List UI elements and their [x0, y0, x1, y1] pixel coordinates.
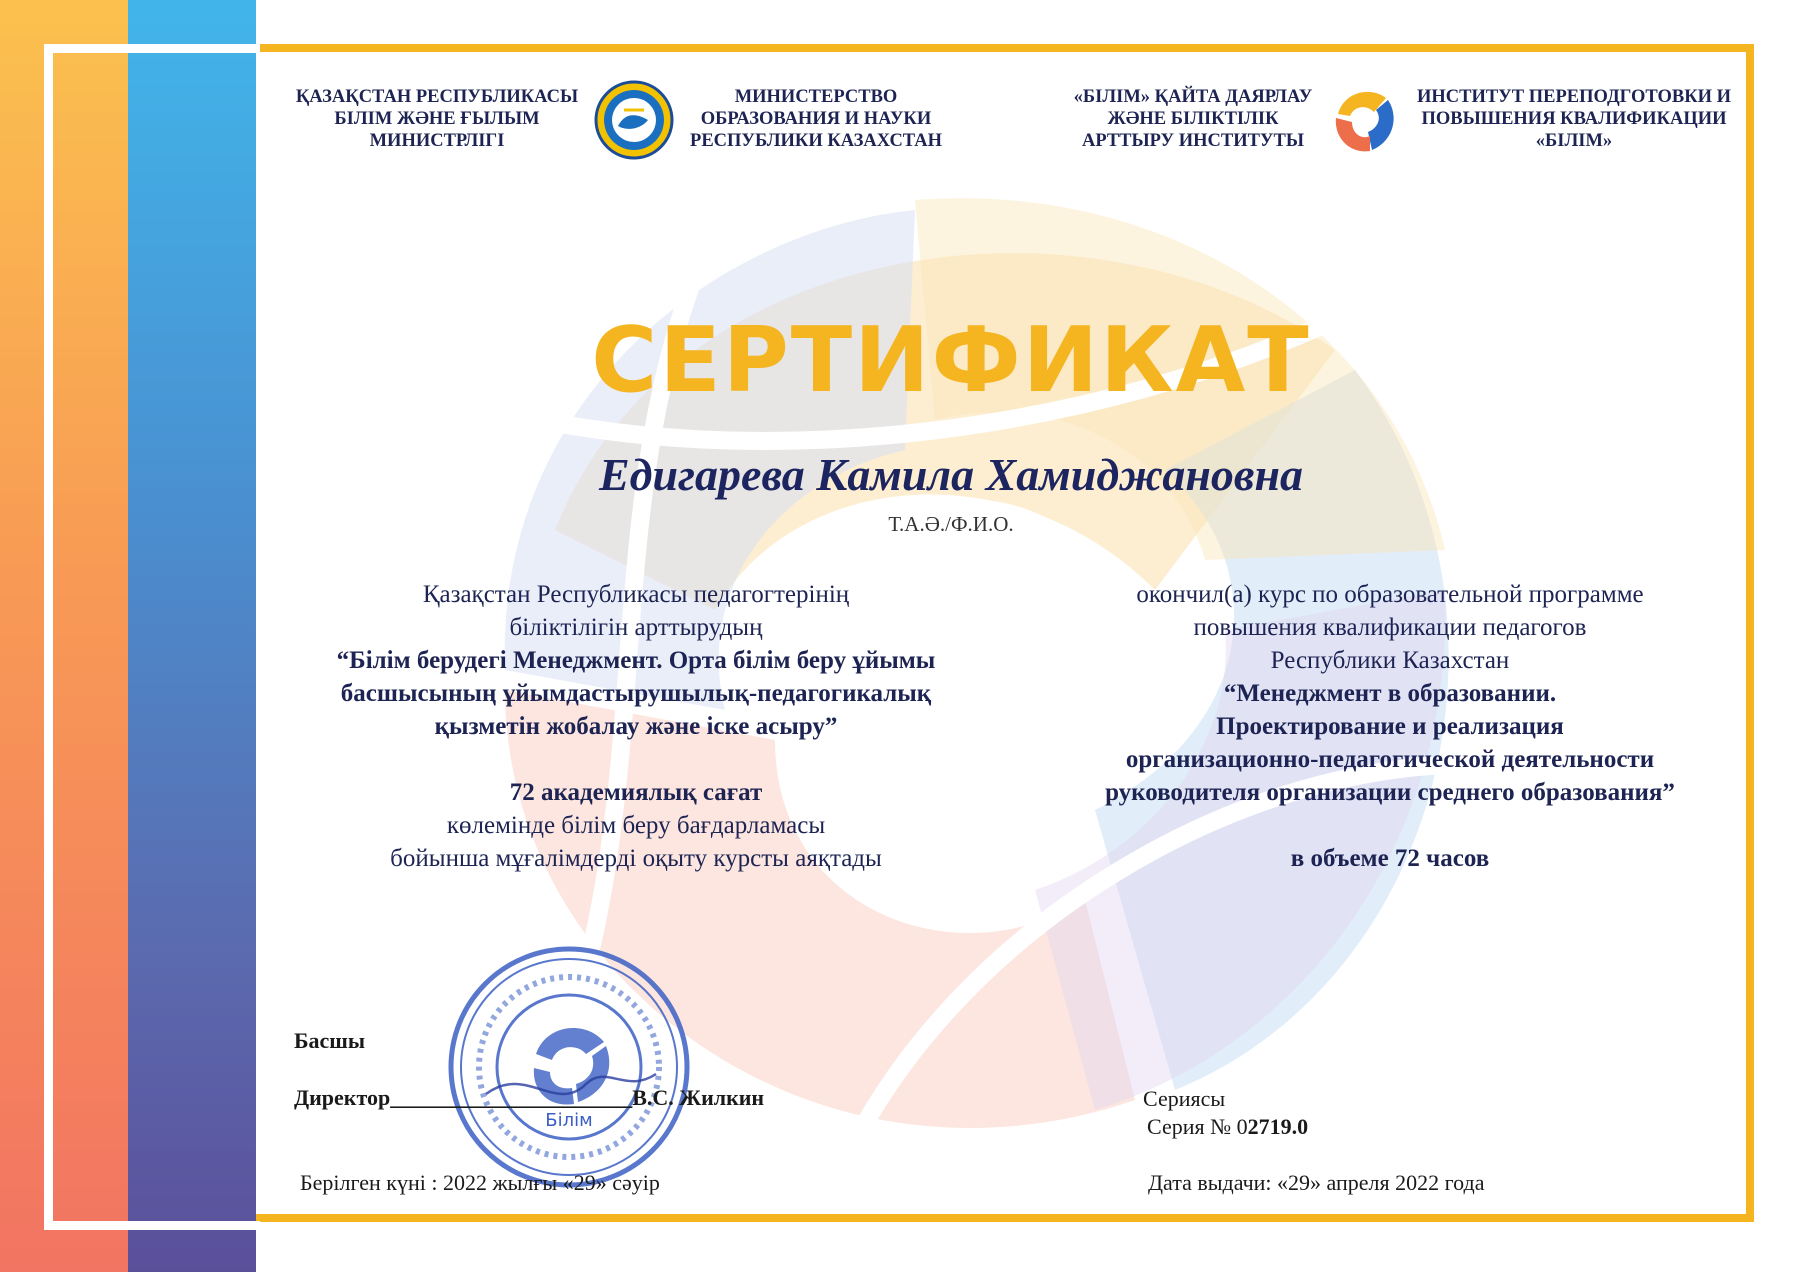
issue-date-ru: Дата выдачи: «29» апреля 2022 года	[1148, 1170, 1485, 1195]
header-ru-ministry: МИНИСТЕРСТВО ОБРАЗОВАНИЯ И НАУКИ РЕСПУБЛИКИ КАЗАХСТАН	[690, 87, 942, 151]
white-frame	[44, 44, 260, 1230]
certificate-title: СЕРТИФИКАТ	[591, 308, 1311, 413]
series-number: 2719.0	[1247, 1114, 1309, 1139]
series-label-ru: Серия № 0	[1147, 1114, 1248, 1139]
bilim-institute-logo-icon	[1330, 84, 1402, 156]
recipient-name: Едигарева Камила Хамиджановна	[598, 449, 1304, 500]
left-column-kz: Қазақстан Республикасы педагогтерінің біліктілігін арттырудың “Білім берудегі Менеджмент. Орта білім беру ұйымы басшысының ұйымдастырушылық-педагогикалық қызметін жобалау және іске асыру” 72 академиялық сағат көлемінде білім беру бағдарламасы бойынша мұғалімдерді оқыту курсты аяқтады	[336, 581, 936, 872]
signature-title-ru: Директор	[294, 1085, 391, 1110]
header-kz-institute: «БІЛІМ» ҚАЙТА ДАЯРЛАУ ЖӘНЕ БІЛІКТІЛІК АРТТЫРУ ИНСТИТУТЫ	[1073, 87, 1313, 151]
issue-date-kz: Берілген күні : 2022 жылғы «29» сәуір	[300, 1170, 660, 1195]
signature-title-kz: Басшы	[294, 1028, 366, 1053]
official-stamp	[446, 944, 692, 1190]
header-ru-institute: ИНСТИТУТ ПЕРЕПОДГОТОВКИ И ПОВЫШЕНИЯ КВАЛИФИКАЦИИ «БІЛІМ»	[1416, 87, 1732, 151]
right-column-ru: окончил(а) курс по образовательной программе повышения квалификации педагогов Республики Казахстан “Менеджмент в образовании. Проектирование и реализация организационно-педагогической деятельности руководителя организации среднего образования” в объеме 72 часов	[1105, 581, 1675, 872]
header-kz-ministry: ҚАЗАҚСТАН РЕСПУБЛИКАСЫ БІЛІМ ЖӘНЕ ҒЫЛЫМ МИНИСТРЛІГІ	[295, 87, 579, 151]
signature-line-block	[294, 1085, 764, 1111]
series-number-line	[1147, 1114, 1308, 1140]
signer-name: В.С. Жилкин	[632, 1085, 765, 1110]
signature-line: ______________________	[390, 1085, 633, 1110]
recipient-caption: Т.А.Ә./Ф.И.О.	[888, 512, 1014, 536]
series-label-kz: Сериясы	[1143, 1086, 1226, 1111]
ministry-emblem-icon	[594, 80, 674, 160]
stamp-center-text: Білім	[545, 1110, 593, 1131]
